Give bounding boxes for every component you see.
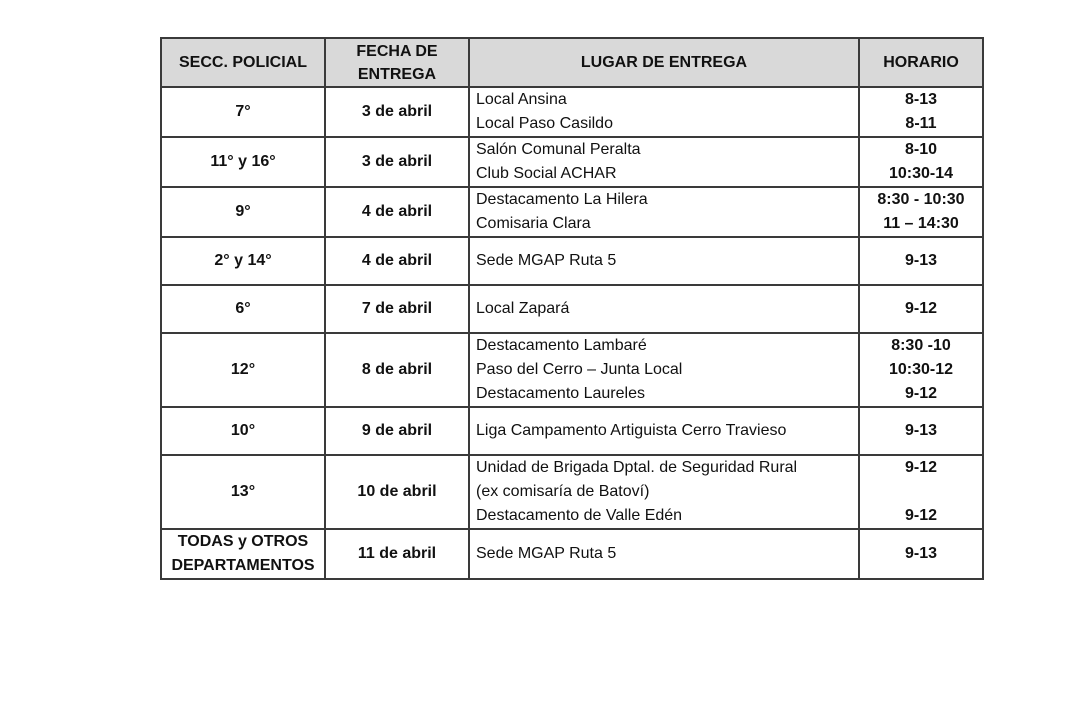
table-header-row (161, 38, 983, 87)
cell-lugar-entrega (469, 333, 859, 407)
cell-fecha-entrega (325, 285, 469, 333)
delivery-schedule-table (160, 37, 984, 580)
cell-horario (859, 529, 983, 579)
cell-horario-line (866, 480, 976, 504)
table-row (161, 529, 983, 579)
cell-lugar-entrega (469, 237, 859, 285)
cell-horario-line: 8-10 (904, 141, 938, 158)
cell-secc-policial (161, 529, 325, 579)
table-row (161, 187, 983, 237)
header-secc-policial: SECC. POLICIAL (161, 38, 325, 87)
cell-lugar-entrega-line: Destacamento de Valle Edén (476, 507, 683, 524)
cell-horario-line: 8:30 - 10:30 (877, 191, 965, 208)
cell-lugar-entrega (469, 285, 859, 333)
cell-secc-policial (161, 87, 325, 137)
cell-horario (859, 187, 983, 237)
cell-fecha-entrega-text: 11 de abril (357, 545, 437, 562)
cell-horario (859, 333, 983, 407)
cell-horario-line: 10:30-14 (888, 165, 954, 182)
cell-secc-policial-line: 11° y 16° (210, 153, 276, 170)
cell-secc-policial-line: 13° (230, 483, 256, 500)
cell-lugar-entrega (469, 529, 859, 579)
cell-secc-policial-line: 2° y 14° (214, 252, 272, 269)
cell-horario-line: 9-12 (904, 385, 938, 402)
cell-secc-policial-line: 9° (235, 203, 251, 220)
cell-fecha-entrega-text: 3 de abril (361, 103, 433, 120)
cell-fecha-entrega (325, 333, 469, 407)
cell-horario-line: 9-12 (904, 507, 938, 524)
table-row (161, 137, 983, 187)
header-horario: HORARIO (859, 38, 983, 87)
table-row (161, 455, 983, 529)
table-row (161, 407, 983, 455)
cell-lugar-entrega (469, 137, 859, 187)
cell-lugar-entrega (469, 407, 859, 455)
cell-fecha-entrega-text: 7 de abril (361, 300, 433, 317)
table-row (161, 285, 983, 333)
table-row (161, 333, 983, 407)
cell-lugar-entrega-line: Local Zapará (476, 300, 570, 317)
cell-fecha-entrega (325, 187, 469, 237)
cell-fecha-entrega-text: 4 de abril (361, 203, 433, 220)
cell-secc-policial (161, 187, 325, 237)
cell-horario (859, 237, 983, 285)
cell-lugar-entrega-line: Club Social ACHAR (476, 165, 617, 182)
cell-lugar-entrega (469, 87, 859, 137)
cell-fecha-entrega (325, 137, 469, 187)
cell-secc-policial (161, 455, 325, 529)
cell-lugar-entrega-line: Local Paso Casildo (476, 115, 613, 132)
cell-secc-policial (161, 407, 325, 455)
cell-secc-policial-line: DEPARTAMENTOS (171, 557, 315, 574)
cell-fecha-entrega (325, 407, 469, 455)
cell-lugar-entrega (469, 187, 859, 237)
cell-lugar-entrega-line: Sede MGAP Ruta 5 (476, 545, 617, 562)
cell-secc-policial (161, 137, 325, 187)
cell-lugar-entrega-line: Destacamento La Hilera (476, 191, 648, 208)
cell-secc-policial (161, 237, 325, 285)
cell-fecha-entrega-text: 4 de abril (361, 252, 433, 269)
cell-secc-policial-line: 12° (230, 361, 256, 378)
table-body (161, 87, 983, 579)
cell-secc-policial-line: 6° (235, 300, 251, 317)
cell-horario-line: 9-12 (904, 459, 938, 476)
cell-secc-policial-line: 10° (230, 422, 256, 439)
cell-horario (859, 87, 983, 137)
cell-lugar-entrega-line: Unidad de Brigada Dptal. de Seguridad Rural (476, 459, 798, 476)
cell-fecha-entrega (325, 237, 469, 285)
cell-lugar-entrega-line: Destacamento Lambaré (476, 337, 647, 354)
cell-horario-line: 9-12 (904, 300, 938, 317)
cell-horario (859, 407, 983, 455)
cell-fecha-entrega-text: 10 de abril (357, 483, 437, 500)
cell-secc-policial-line: 7° (235, 103, 251, 120)
cell-fecha-entrega (325, 455, 469, 529)
cell-secc-policial (161, 333, 325, 407)
cell-fecha-entrega (325, 87, 469, 137)
cell-secc-policial-line: TODAS y OTROS (177, 533, 309, 550)
table-row (161, 87, 983, 137)
cell-lugar-entrega (469, 455, 859, 529)
cell-horario-line: 11 – 14:30 (883, 215, 959, 232)
cell-lugar-entrega-line: Comisaria Clara (476, 215, 591, 232)
cell-horario (859, 137, 983, 187)
cell-lugar-entrega-line: (ex comisaría de Batoví) (476, 483, 650, 500)
cell-horario-line: 8-11 (905, 115, 937, 132)
header-fecha-entrega: FECHA DE ENTREGA (325, 38, 469, 87)
cell-horario (859, 455, 983, 529)
cell-lugar-entrega-line: Paso del Cerro – Junta Local (476, 361, 683, 378)
cell-horario-line: 10:30-12 (888, 361, 954, 378)
cell-fecha-entrega-text: 3 de abril (361, 153, 433, 170)
cell-horario (859, 285, 983, 333)
cell-horario-line: 9-13 (904, 252, 938, 269)
cell-horario-line: 9-13 (904, 422, 938, 439)
cell-lugar-entrega-line: Salón Comunal Peralta (476, 141, 641, 158)
cell-lugar-entrega-line: Local Ansina (476, 91, 567, 108)
table-row (161, 237, 983, 285)
cell-horario-line: 8:30 -10 (891, 337, 951, 354)
cell-fecha-entrega (325, 529, 469, 579)
cell-lugar-entrega-line: Liga Campamento Artiguista Cerro Travieso (476, 422, 787, 439)
header-lugar-entrega: LUGAR DE ENTREGA (469, 38, 859, 87)
cell-horario-line: 8-13 (904, 91, 938, 108)
cell-fecha-entrega-text: 8 de abril (361, 361, 433, 378)
cell-horario-line: 9-13 (904, 545, 938, 562)
cell-secc-policial (161, 285, 325, 333)
cell-lugar-entrega-line: Sede MGAP Ruta 5 (476, 252, 617, 269)
cell-fecha-entrega-text: 9 de abril (361, 422, 433, 439)
cell-lugar-entrega-line: Destacamento Laureles (476, 385, 645, 402)
